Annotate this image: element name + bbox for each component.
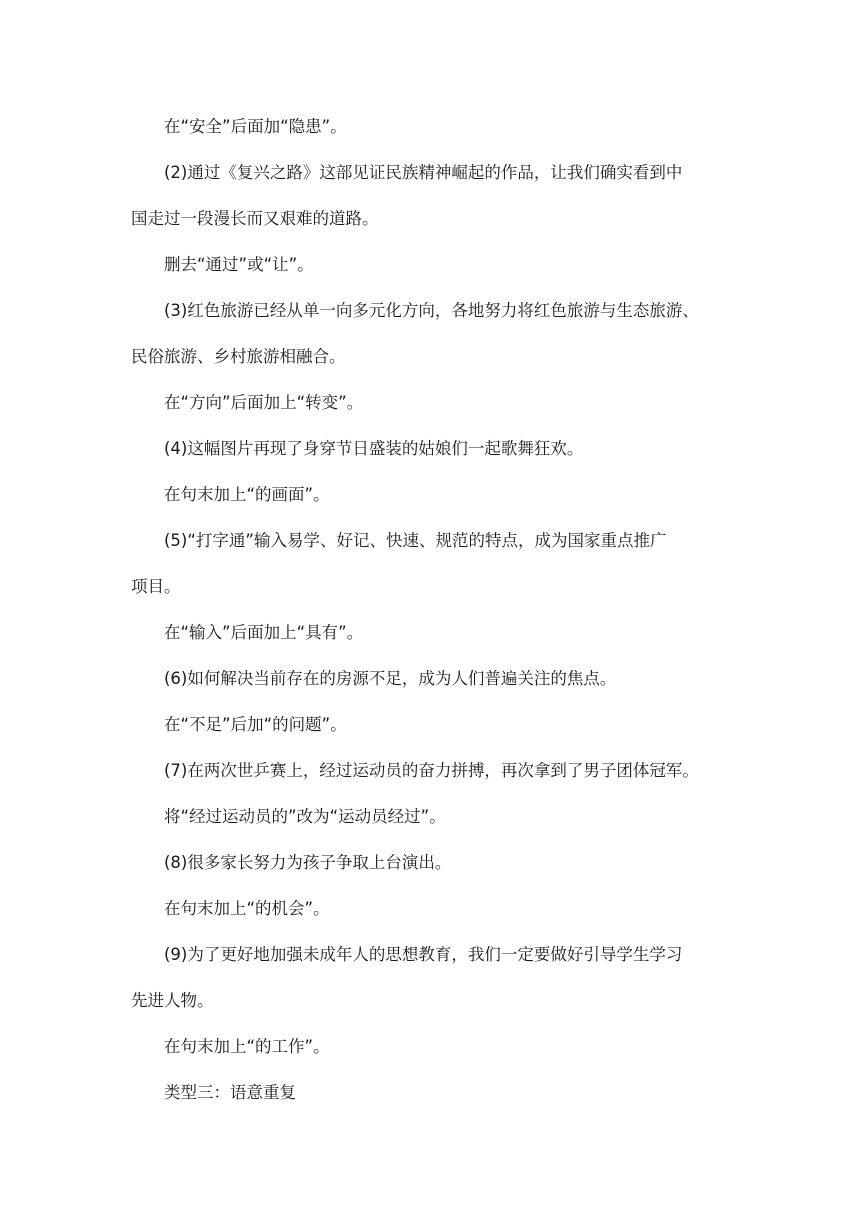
question-5-line-1: (5)“打字通”输入易学、好记、快速、规范的特点，成为国家重点推广 bbox=[164, 531, 667, 550]
question-9-line-2: 先进人物。 bbox=[131, 991, 214, 1010]
question-8: (8)很多家长努力为孩子争取上台演出。 bbox=[164, 853, 452, 872]
question-9-line-1: (9)为了更好地加强未成年人的思想教育，我们一定要做好引导学生学习 bbox=[164, 945, 683, 964]
answer-3: 在“方向”后面加上“转变”。 bbox=[164, 393, 364, 412]
question-2-line-2: 国走过一段漫长而又艰难的道路。 bbox=[131, 209, 379, 228]
question-2-line-1: (2)通过《复兴之路》这部见证民族精神崛起的作品，让我们确实看到中 bbox=[164, 163, 683, 182]
answer-2: 删去“通过”或“让”。 bbox=[164, 255, 314, 274]
question-5-line-2: 项目。 bbox=[131, 577, 181, 596]
question-6: (6)如何解决当前存在的房源不足，成为人们普遍关注的焦点。 bbox=[164, 669, 617, 688]
answer-7: 将“经过运动员的”改为“运动员经过”。 bbox=[164, 807, 446, 826]
question-3-line-2: 民俗旅游、乡村旅游相融合。 bbox=[131, 347, 346, 366]
answer-5: 在“输入”后面加上“具有”。 bbox=[164, 623, 364, 642]
answer-9: 在句末加上“的工作”。 bbox=[164, 1037, 330, 1056]
answer-6: 在“不足”后加“的问题”。 bbox=[164, 715, 347, 734]
answer-8: 在句末加上“的机会”。 bbox=[164, 899, 330, 918]
question-7: (7)在两次世乒赛上，经过运动员的奋力拼搏，再次拿到了男子团体冠军。 bbox=[164, 761, 699, 780]
question-4: (4)这幅图片再现了身穿节日盛装的姑娘们一起歌舞狂欢。 bbox=[164, 439, 584, 458]
answer-line-1: 在“安全”后面加“隐患”。 bbox=[164, 117, 347, 136]
answer-4: 在句末加上“的画面”。 bbox=[164, 485, 330, 504]
section-heading: 类型三：语意重复 bbox=[164, 1083, 296, 1102]
question-3-line-1: (3)红色旅游已经从单一向多元化方向，各地努力将红色旅游与生态旅游、 bbox=[164, 301, 699, 320]
